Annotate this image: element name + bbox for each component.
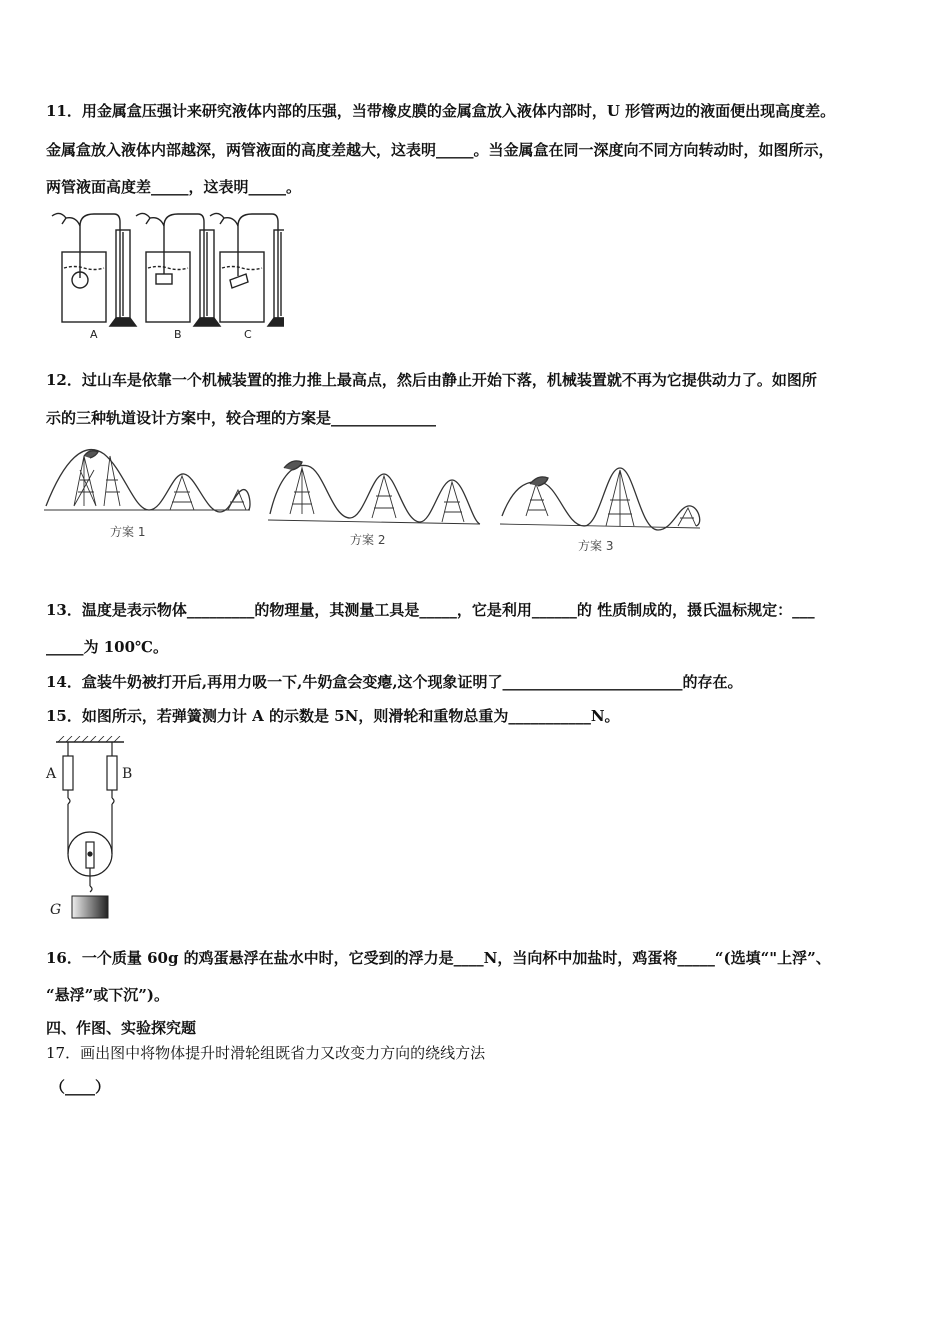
q17-answer-blank: （____）: [50, 1078, 111, 1096]
q12-line-2: 示的三种轨道设计方案中，较合理的方案是______________: [46, 409, 437, 427]
fig-label-b: B: [174, 328, 182, 340]
q13-line-1: 13．温度是表示物体_________的物理量，其测量工具是_____，它是利用______的 性质制成的，摄氏温标规定：___: [46, 601, 815, 619]
section-4-heading: 四、作图、实验探究题: [46, 1019, 197, 1037]
q15-line-1: 15．如图所示，若弹簧测力计 A 的示数是 5N，则滑轮和重物总重为___________N。: [46, 707, 620, 725]
fig-label-a: A: [90, 328, 98, 340]
fig-label-c: C: [244, 328, 252, 340]
q16-line-2: “悬浮”或下沉”)。: [46, 986, 169, 1004]
plan-1-label: 方案 1: [110, 525, 146, 539]
q16-line-1: 16．一个质量 60g 的鸡蛋悬浮在盐水中时，它受到的浮力是____N，当向杯中加盐时，鸡蛋将_____“(选填“"上浮”、: [46, 949, 831, 967]
q13-line-2: _____为 100℃。: [46, 638, 169, 656]
scale-a-label: A: [46, 766, 57, 782]
q11-line-2: 金属盒放入液体内部越深，两管液面的高度差越大，这表明_____。当金属盒在同一深度向不同方向转动时，如图所示，: [46, 141, 834, 159]
q17-line-1: 17．画出图中将物体提升时滑轮组既省力又改变力方向的绕线方法: [46, 1044, 486, 1062]
pulley-figure: [44, 736, 134, 922]
scale-b-label: B: [122, 766, 133, 782]
roller-coaster-figure: [44, 440, 704, 560]
q12-line-1: 12．过山车是依靠一个机械装置的推力推上最高点，然后由静止开始下落，机械装置就不再为它提供动力了。如图所: [46, 371, 817, 389]
q11-line-3: 两管液面高度差_____，这表明_____。: [46, 178, 302, 196]
q14-line-1: 14．盒装牛奶被打开后,再用力吸一下,牛奶盒会变瘪,这个现象证明了________________________的存在。: [46, 673, 743, 691]
plan-3-label: 方案 3: [578, 539, 614, 553]
weight-g-label: G: [50, 902, 62, 918]
pressure-gauge-figure: [44, 208, 284, 340]
weight-block: [72, 896, 108, 918]
q11-line-1: 11．用金属盒压强计来研究液体内部的压强，当带橡皮膜的金属盒放入液体内部时，U 形管两边的液面便出现高度差。: [46, 102, 836, 120]
plan-2-label: 方案 2: [350, 533, 386, 547]
